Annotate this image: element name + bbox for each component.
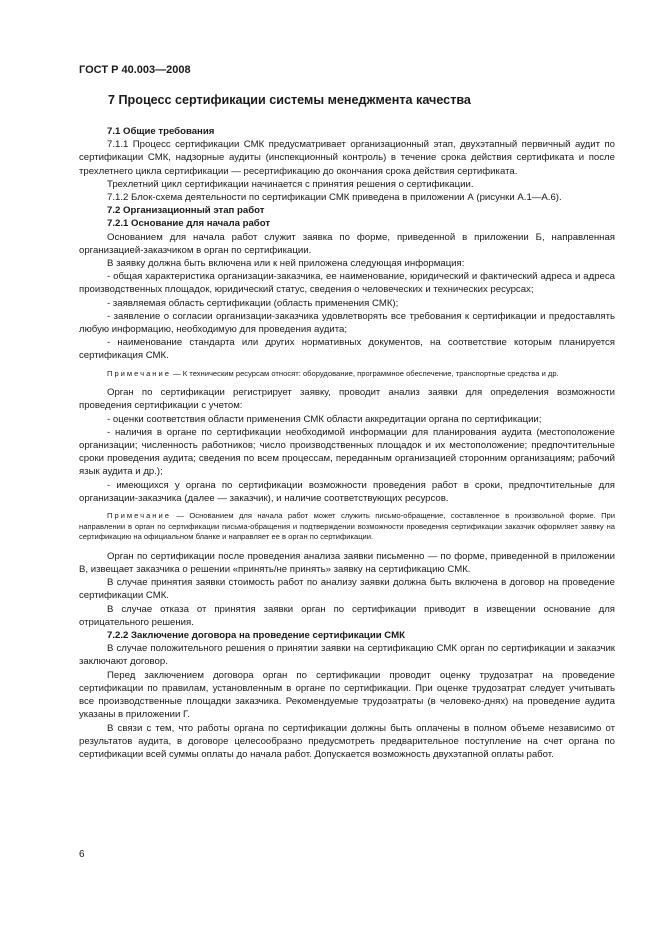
paragraph: 7.1.2 Блок-схема деятельности по сертификации СМК приведена в приложении А (рисунки А.1—А.6). [107, 192, 562, 204]
list-item: - наличия в органе по сертификации необходимой информации для планирования аудита (местоположение организации; численность работников; число производственных площадок и их местоположение; предпочтительные сроки проведения аудита; сведения по всем процессам, переданным организацией сторонним организациям; рабочий язык аудита и др.); [79, 426, 615, 478]
note [79, 369, 615, 380]
list-item: - заявляемая область сертификации (область применения СМК); [107, 297, 399, 309]
paragraph: В случае положительного решения о принятии заявки на сертификацию СМК орган по сертификации и заказчик заключают договор. [79, 643, 615, 668]
note-label: Примечание [107, 368, 171, 378]
paragraph: 7.1.1 Процесс сертификации СМК предусматривает организационный этап, двухэтапный первичный аудит по сертификации СМК, надзорные аудиты (инспекционный контроль) в течение срока действия сертификата и после трехлетнего цикла сертификации — ресертификацию до окончания срока действия сертификата. [79, 139, 615, 177]
paragraph: В заявку должна быть включена или к ней приложена следующая информация: [107, 258, 465, 270]
paragraph: В случае принятия заявки стоимость работ по анализу заявки должна быть включена в договор на проведение сертификации СМК. [79, 577, 615, 602]
page-number: 6 [79, 849, 85, 860]
list-item: - общая характеристика организации-заказчика, ее наименование, юридический и фактический адреса и адреса производственных площадок, юридический статус, сведения о человеческих и технических ресурсах; [79, 271, 615, 296]
list-item: - наименование стандарта или других нормативных документов, на соответствие которым планируется сертификация СМК. [79, 337, 615, 362]
paragraph: Орган по сертификации после проведения анализа заявки письменно — по форме, приведенной в приложении В, извещает заказчика о решении «принять/не принять» заявку на сертификацию СМК. [79, 550, 615, 576]
note-label: Примечание [107, 511, 171, 521]
note-text: — К техническим ресурсам относят: оборудование, программное обеспечение, транспортные средства и др. [170, 368, 559, 378]
subsection-heading: 7.2.2 Заключение договора на проведение сертификации СМК [107, 630, 405, 642]
paragraph: В случае отказа от принятия заявки орган по сертификации приводит в извещении основание для отрицательного решения. [79, 603, 615, 628]
paragraph: Основанием для начала работ служит заявка по форме, приведенной в приложении Б, направленная организацией-заказчиком в орган по сертификации. [79, 231, 615, 256]
section-title: 7 Процесс сертификации системы менеджмента качества [108, 93, 471, 107]
document-body [79, 125, 615, 761]
paragraph: В связи с тем, что работы органа по сертификации должны быть оплачены в полном объеме независимо от результатов аудита, в договоре целесообразно предусмотреть предварительное поступление на счет органа по сертификации всей суммы оплаты до начала работ. Допускается возможность двухэтапной оплаты работ. [79, 722, 615, 760]
list-item: - заявление о согласии организации-заказчика удовлетворять все требования к сертификации и предоставлять любую информацию, необходимую для проведения аудита; [79, 310, 615, 336]
paragraph: Трехлетний цикл сертификации начинается с принятия решения о сертификации. [107, 178, 474, 190]
list-item: - оценки соответствия области применения СМК области аккредитации органа по сертификации; [107, 413, 542, 425]
note-text: — Основанием для начала работ может служить письмо-обращение, составленное в произвольной форме. При направлении в орган по сертификации письма-обращения и подтверждении возможности проведения сертификации заказчик оформляет заявку на сертификацию на официальном бланке и направляет ее в орган по сертификации. [79, 511, 615, 542]
paragraph: Перед заключением договора орган по сертификации проводит оценку трудозатрат на проведение сертификации по правилам, установленным в органе по сертификации. При оценке трудозатрат следует учитывать все производственные площадки заказчика. Рекомендуемые трудозатраты (в человеко-днях) на проведение аудита указаны в приложении Г. [79, 669, 615, 721]
paragraph: Орган по сертификации регистрирует заявку, проводит анализ заявки для определения возможности проведения сертификации с учетом: [79, 387, 615, 412]
note [79, 511, 615, 543]
list-item: - имеющихся у органа по сертификации возможности проведения работ в сроки, предпочтительные для организации-заказчика (далее — заказчик), и наличие соответствующих ресурсов. [79, 479, 615, 504]
subsection-heading: 7.2 Организационный этап работ [107, 205, 265, 217]
document-header: ГОСТ Р 40.003—2008 [79, 64, 191, 76]
subsection-heading: 7.1 Общие требования [107, 126, 215, 137]
subsection-heading: 7.2.1 Основание для начала работ [107, 218, 271, 230]
